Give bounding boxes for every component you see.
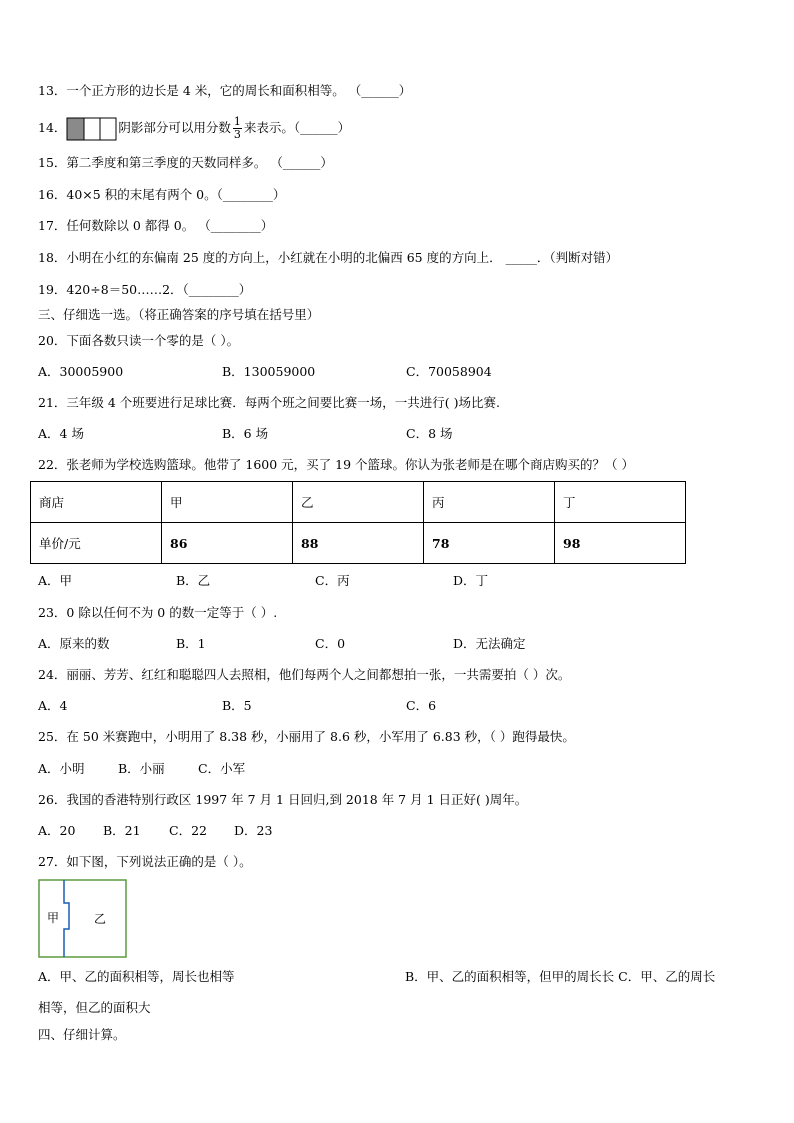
table-cell: 88	[293, 523, 424, 564]
q26-option-c: C．22	[169, 823, 207, 838]
table-cell: 98	[555, 523, 686, 564]
table-row	[31, 482, 686, 523]
question-23-stem: 23．0 除以任何不为 0 的数一定等于（ ）.	[38, 605, 278, 620]
q25-option-a: A．小明	[38, 761, 85, 776]
question-21-stem: 21．三年级 4 个班要进行足球比赛．每两个班之间要比赛一场，一共进行( )场比赛.	[38, 395, 501, 410]
fraction-one-third	[233, 116, 242, 141]
q26-option-b: B．21	[103, 823, 141, 838]
q21-option-c: C．8 场	[406, 426, 453, 441]
q24-option-a: A．4	[38, 698, 68, 713]
area-perimeter-figure	[38, 879, 128, 959]
q22-option-d: D．丁	[453, 573, 489, 588]
question-22-stem: 22．张老师为学校选购篮球。他带了 1600 元，买了 19 个篮球。你认为张老师是在哪个商店购买的？（ ）	[38, 457, 634, 472]
q23-option-b: B．1	[176, 636, 206, 651]
q23-option-a: A．原来的数	[38, 636, 110, 651]
q23-option-d: D．无法确定	[453, 636, 526, 651]
table-cell: 78	[424, 523, 555, 564]
q26-option-d: D．23	[234, 823, 273, 838]
table-cell: 丁	[555, 482, 686, 523]
question-16: 16．40×5 积的末尾有两个 0。（________）	[38, 187, 286, 202]
q25-option-c: C．小军	[198, 761, 246, 776]
question-15: 15．第二季度和第三季度的天数同样多。 （______）	[38, 155, 333, 170]
q22-option-b: B．乙	[176, 573, 211, 588]
q27-option-a: A．甲、乙的面积相等，周长也相等	[38, 969, 235, 984]
q20-option-c: C．70058904	[406, 364, 492, 379]
question-19: 19．420÷8＝50……2．（________）	[38, 282, 252, 297]
q22-option-c: C．丙	[315, 573, 350, 588]
price-table	[30, 481, 686, 564]
question-20-stem: 20．下面各数只读一个零的是（ ）。	[38, 333, 240, 348]
q24-option-c: C．6	[406, 698, 437, 713]
section-4-heading: 四、仔细计算。	[38, 1027, 126, 1042]
question-14	[38, 114, 350, 142]
q23-option-c: C．0	[315, 636, 346, 651]
section-3-heading: 三、仔细选一选。（将正确答案的序号填在括号里）	[38, 307, 320, 322]
question-27-stem: 27．如下图，下列说法正确的是（ ）。	[38, 854, 252, 869]
table-cell: 商店	[31, 482, 162, 523]
table-cell: 86	[162, 523, 293, 564]
q21-option-b: B．6 场	[222, 426, 269, 441]
question-18: 18．小明在小红的东偏南 25 度的方向上，小红就在小明的北偏西 65 度的方向上． _____．（判断对错）	[38, 250, 619, 265]
question-13: 13．一个正方形的边长是 4 米，它的周长和面积相等。 （______）	[38, 83, 412, 98]
q27-option-c-continued: 相等，但乙的面积大	[38, 1000, 151, 1015]
q24-option-b: B．5	[222, 698, 252, 713]
fraction-numerator: 1	[233, 115, 241, 128]
q26-option-a: A．20	[38, 823, 76, 838]
question-14-tail: 来表示。（______）	[243, 120, 351, 135]
q22-option-a: A．甲	[38, 573, 73, 588]
figure-label-jia: 甲	[47, 911, 60, 925]
q21-option-a: A．4 场	[38, 426, 84, 441]
q25-option-b: B．小丽	[118, 761, 165, 776]
question-14-number: 14．	[38, 120, 67, 135]
figure-label-yi: 乙	[94, 912, 107, 926]
table-cell: 乙	[293, 482, 424, 523]
q27-option-b-c: B．甲、乙的面积相等，但甲的周长长 C．甲、乙的周长	[405, 969, 716, 984]
table-cell: 丙	[424, 482, 555, 523]
question-25-stem: 25．在 50 米赛跑中，小明用了 8.38 秒，小丽用了 8.6 秒，小军用了 6.83 秒，（ ）跑得最快。	[38, 729, 575, 744]
table-cell: 甲	[162, 482, 293, 523]
question-26-stem: 26．我国的香港特别行政区 1997 年 7 月 1 日回归,到 2018 年 7 月 1 日正好( )周年。	[38, 792, 528, 807]
table-cell: 单价/元	[31, 523, 162, 564]
fraction-denominator: 3	[233, 128, 241, 141]
q20-option-a: A．30005900	[38, 364, 124, 379]
q20-option-b: B．130059000	[222, 364, 316, 379]
shaded-rectangle-figure	[66, 116, 118, 142]
question-17: 17．任何数除以 0 都得 0。 （________）	[38, 218, 274, 233]
table-row	[31, 523, 686, 564]
question-24-stem: 24．丽丽、芳芳、红红和聪聪四人去照相，他们每两个人之间都想拍一张，一共需要拍（ ）次。	[38, 667, 571, 682]
question-14-text: 阴影部分可以用分数	[118, 120, 231, 135]
